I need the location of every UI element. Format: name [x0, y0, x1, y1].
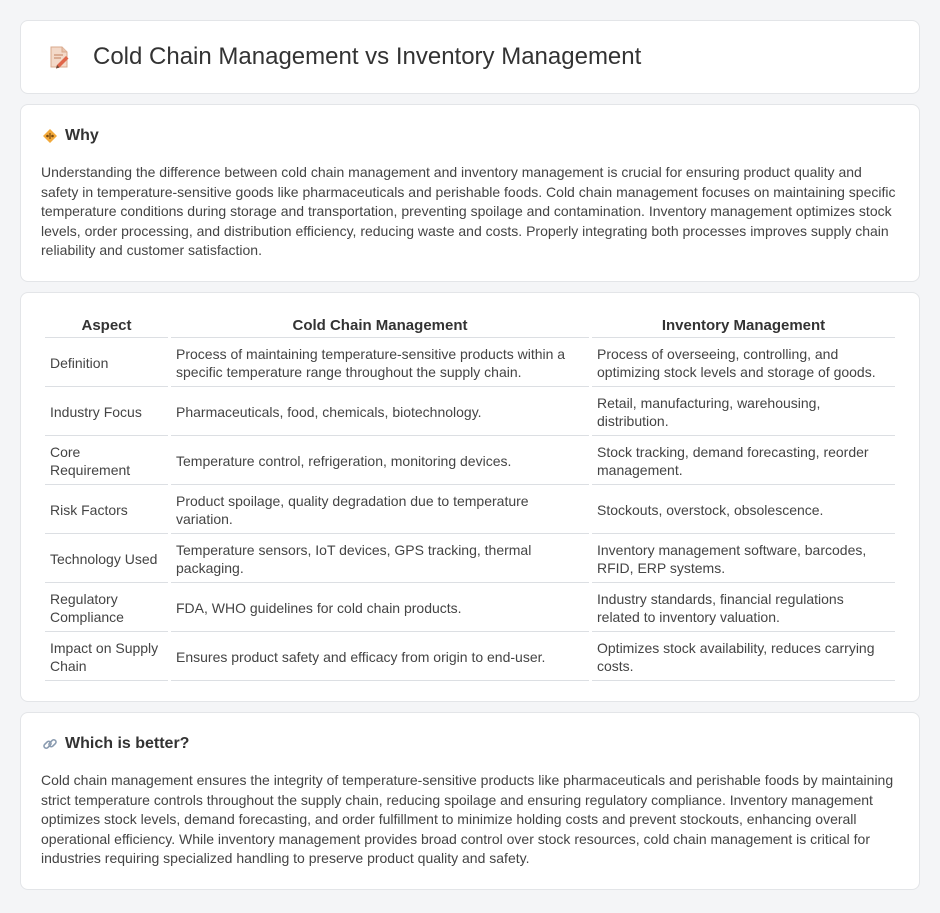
page-title: Cold Chain Management vs Inventory Management	[93, 43, 642, 70]
table-row	[45, 387, 895, 436]
row-aspect: Industry Focus	[45, 387, 168, 436]
why-text: Understanding the difference between cold chain management and inventory management is crucial for ensuring product quality and safety in temperature-sensitive goods like pharmaceuticals and perishable foods. Cold chain management focuses on maintaining specific temperature conditions during storage and transportation, preventing spoilage and contamination. Inventory management optimizes stock levels, order processing, and distribution efficiency, reducing waste and costs. Properly integrating both processes improves supply chain reliability and customer satisfaction.	[41, 164, 896, 258]
comparison-table	[42, 313, 898, 681]
row-inventory: Optimizes stock availability, reduces carrying costs.	[592, 632, 895, 681]
row-cold-chain: Temperature control, refrigeration, monitoring devices.	[171, 436, 589, 485]
better-heading	[41, 735, 899, 753]
better-text: Cold chain management ensures the integrity of temperature-sensitive products like pharmaceuticals and perishable foods by maintaining strict temperature controls throughout the supply chain, reducing spoilage and ensuring regulatory compliance. Inventory management optimizes stock levels, demand forecasting, and order fulfillment to minimize holding costs and prevent stockouts, enhancing overall operational efficiency. While inventory management provides broad control over stock resources, cold chain management is critical for industries requiring specialized handling to preserve product quality and safety.	[41, 772, 894, 866]
row-cold-chain: FDA, WHO guidelines for cold chain products.	[171, 583, 589, 632]
comparison-table-card	[20, 292, 920, 702]
diamond-icon	[41, 127, 59, 145]
table-row	[45, 632, 895, 681]
link-icon	[41, 735, 59, 753]
row-aspect: Technology Used	[45, 534, 168, 583]
row-cold-chain: Product spoilage, quality degradation due to temperature variation.	[171, 485, 589, 534]
better-title: Which is better?	[65, 735, 190, 752]
row-inventory: Process of overseeing, controlling, and optimizing stock levels and storage of goods.	[592, 338, 895, 387]
table-row	[45, 485, 895, 534]
row-cold-chain: Temperature sensors, IoT devices, GPS tracking, thermal packaging.	[171, 534, 589, 583]
header-card	[20, 20, 920, 94]
row-cold-chain: Ensures product safety and efficacy from origin to end-user.	[171, 632, 589, 681]
row-cold-chain: Pharmaceuticals, food, chemicals, biotechnology.	[171, 387, 589, 436]
which-is-better-section	[20, 712, 920, 890]
row-aspect: Risk Factors	[45, 485, 168, 534]
table-header-row	[45, 313, 895, 338]
row-cold-chain: Process of maintaining temperature-sensitive products within a specific temperature range throughout the supply chain.	[171, 338, 589, 387]
row-aspect: Impact on Supply Chain	[45, 632, 168, 681]
row-aspect: Core Requirement	[45, 436, 168, 485]
table-row	[45, 436, 895, 485]
header-aspect: Aspect	[45, 313, 168, 338]
table-row	[45, 534, 895, 583]
document-pencil-icon	[45, 43, 73, 71]
row-inventory: Inventory management software, barcodes, RFID, ERP systems.	[592, 534, 895, 583]
header-cold-chain: Cold Chain Management	[171, 313, 589, 338]
row-inventory: Stock tracking, demand forecasting, reorder management.	[592, 436, 895, 485]
row-inventory: Stockouts, overstock, obsolescence.	[592, 485, 895, 534]
why-heading	[41, 127, 899, 145]
why-section	[20, 104, 920, 282]
header-inventory: Inventory Management	[592, 313, 895, 338]
row-inventory: Industry standards, financial regulations related to inventory valuation.	[592, 583, 895, 632]
why-title: Why	[65, 127, 99, 144]
table-row	[45, 583, 895, 632]
row-inventory: Retail, manufacturing, warehousing, distribution.	[592, 387, 895, 436]
row-aspect: Regulatory Compliance	[45, 583, 168, 632]
table-row	[45, 338, 895, 387]
row-aspect: Definition	[45, 338, 168, 387]
